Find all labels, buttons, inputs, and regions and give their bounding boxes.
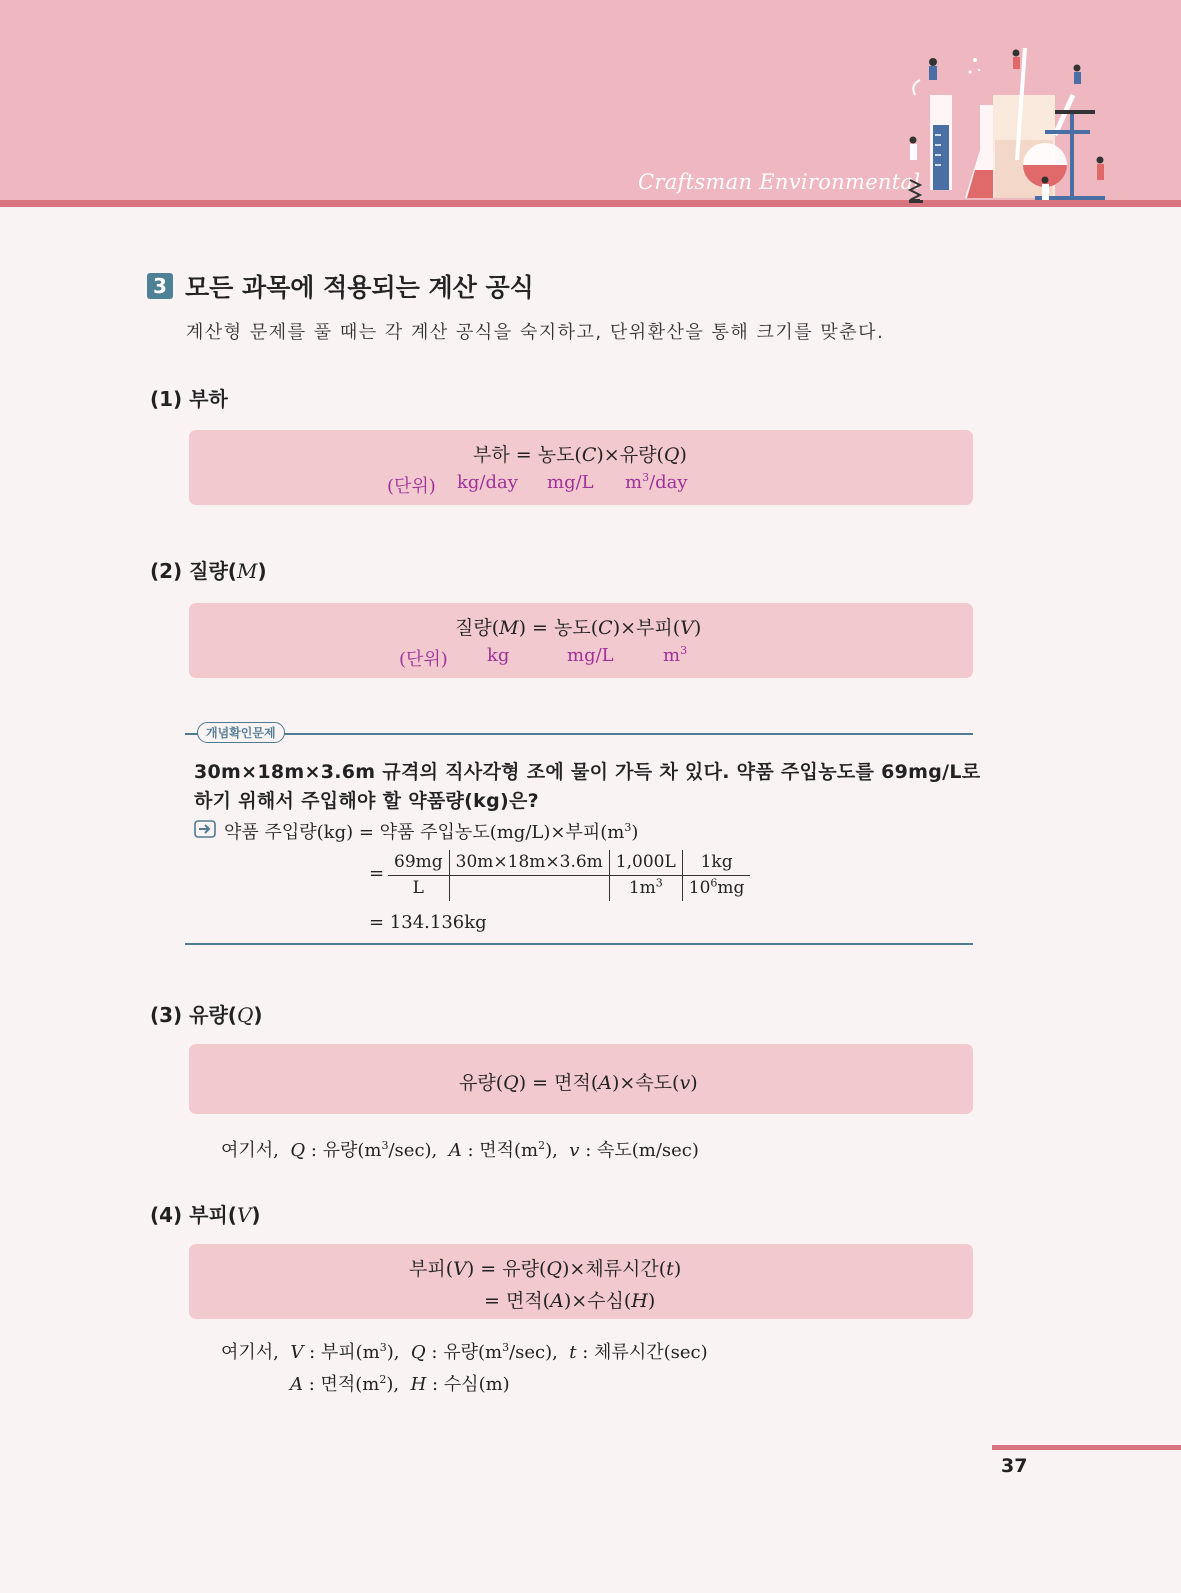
- volume-formula-line-1: 부피(V) = 유량(Q)×체류시간(t): [409, 1258, 682, 1280]
- calc-n2: 30m×18m×3.6m: [449, 850, 609, 876]
- mass-heading: (2) 질량(M): [150, 559, 267, 583]
- section-intro: 계산형 문제를 풀 때는 각 계산 공식을 숙지하고, 단위환산을 통해 크기를 맞춘다.: [186, 322, 885, 343]
- section-title-text: 모든 과목에 적용되는 계산 공식: [185, 273, 534, 302]
- concept-top-rule: [185, 733, 973, 735]
- flow-formula-box: [189, 1044, 973, 1114]
- problem-line-1: 30m×18m×3.6m 규격의 직사각형 조에 물이 가득 차 있다. 약품 주입농도를 69mg/L로: [194, 761, 981, 783]
- load-unit-concentration: mg/L: [547, 472, 594, 493]
- mass-formula: 질량(M) = 농도(C)×부피(V): [455, 617, 702, 639]
- calc-d4: $10^6mg$: [688, 876, 745, 898]
- load-unit-flow: $m^3$/day: [625, 471, 688, 493]
- load-heading: (1) 부하: [150, 387, 228, 411]
- flow-formula: 유량(Q) = 면적(A)×속도(v): [459, 1072, 698, 1094]
- calc-result: = 134.136kg: [369, 912, 487, 933]
- volume-definitions-line-1: 여기서, V : 부피$(m^3)$, Q : 유량$(m^3/\sec)$, t : 체류시간(sec): [221, 1341, 708, 1363]
- calc-n3: 1,000L: [609, 850, 682, 876]
- mass-formula-box: [189, 603, 973, 678]
- volume-formula-line-2: = 면적(A)×수심(H): [484, 1290, 656, 1312]
- calc-d1: L: [388, 876, 449, 902]
- load-formula-box: [189, 430, 973, 505]
- calc-n1: 69mg: [388, 850, 449, 876]
- page-number-rule: [992, 1445, 1181, 1450]
- calc-d3: $1m^3$: [609, 876, 682, 902]
- calc-n4: 1kg: [682, 850, 750, 876]
- calc-d2: [449, 876, 609, 902]
- mass-unit-volume: $m^3$: [663, 644, 688, 666]
- laboratory-glassware-illustration: [905, 40, 1145, 225]
- mass-unit-label: (단위): [399, 649, 448, 670]
- arrow-right-icon: [194, 820, 216, 838]
- volume-heading: (4) 부피(V): [150, 1203, 261, 1227]
- flow-definitions: 여기서, Q : 유량$(m^3/\sec)$, A : 면적$(m^2)$, v : 속도(m/sec): [221, 1139, 699, 1161]
- volume-formula-box: [189, 1244, 973, 1319]
- solution-formula: 약품 주입량(kg) = 약품 주입농도(mg/L)×부피$(m^3)$: [224, 821, 639, 843]
- flow-heading: (3) 유량(Q): [150, 1003, 263, 1027]
- calc-equals: =: [369, 863, 385, 884]
- concept-check-tag: 개념확인문제: [197, 722, 285, 743]
- concept-bottom-rule: [185, 943, 973, 945]
- mass-unit-concentration: mg/L: [567, 645, 614, 666]
- mass-unit-mass: kg: [487, 645, 510, 666]
- section-title: [147, 268, 534, 304]
- section-number-badge: 3: [147, 273, 173, 299]
- load-formula: 부하 = 농도(C)×유량(Q): [473, 444, 687, 466]
- volume-definitions-line-2: A : 면적$(m^2)$, H : 수심(m): [290, 1373, 510, 1395]
- page-number: 37: [1001, 1455, 1028, 1477]
- header-subtitle: Craftsman Environmental: [638, 170, 921, 194]
- problem-line-2: 하기 위해서 주입해야 할 약품량(kg)은?: [194, 790, 539, 812]
- unit-conversion-table: [388, 850, 750, 901]
- load-unit-label: (단위): [387, 476, 436, 497]
- load-unit-load: kg/day: [457, 472, 518, 493]
